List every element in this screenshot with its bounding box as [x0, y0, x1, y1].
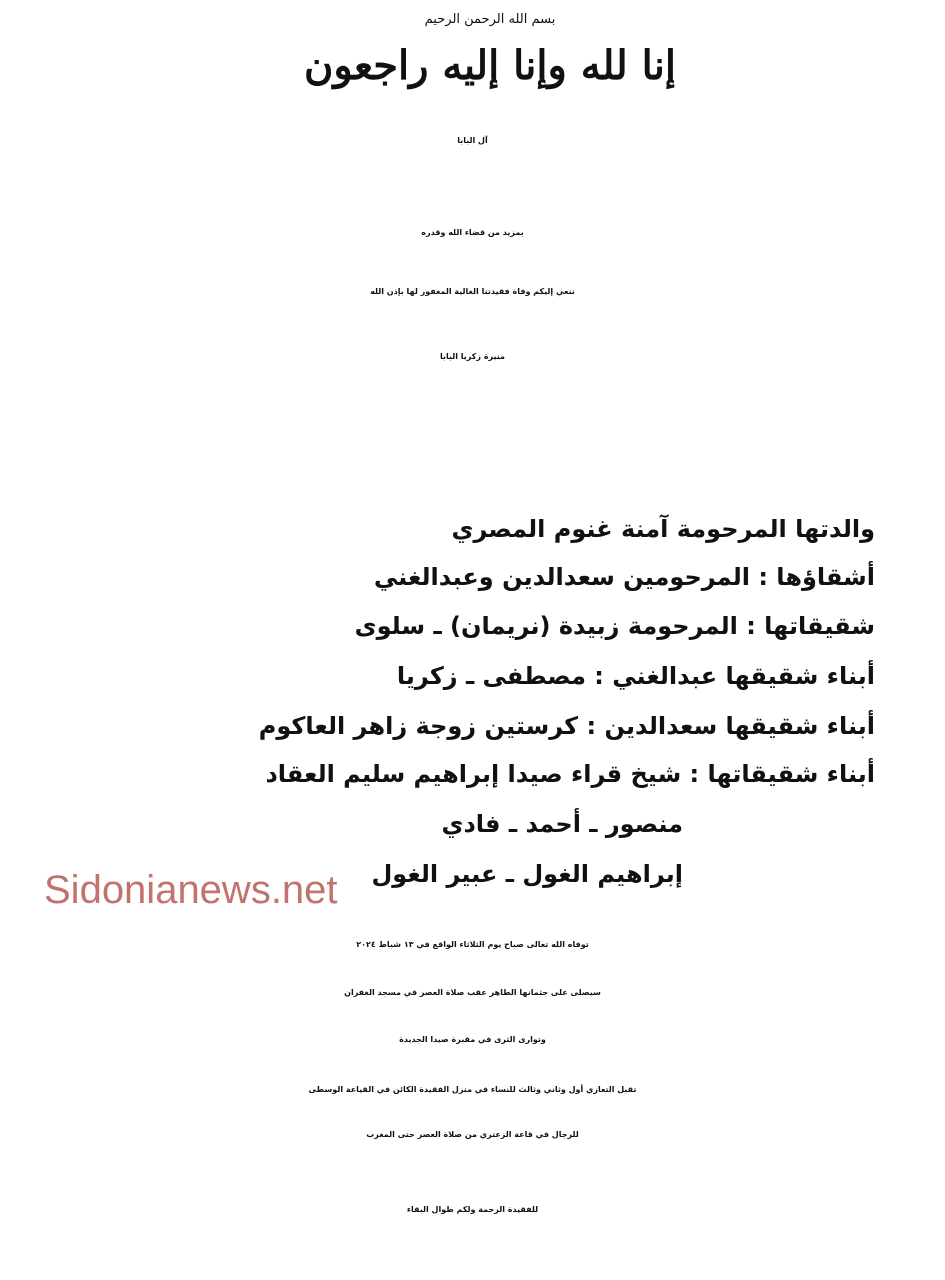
relative-line: إبراهيم الغول ـ عبير الغول: [371, 860, 683, 888]
relative-line: منصور ـ أحمد ـ فادي: [441, 810, 683, 838]
funeral-detail: للرجال في قاعة الزعتري من صلاة العصر حتى المغرب: [366, 1130, 579, 1139]
intro-line-2: ننعي إليكم وفاة فقيدتنا الغالية المغفور لها بإذن الله: [370, 287, 575, 296]
funeral-detail: توفاه الله تعالى صباح يوم الثلاثاء الواقع في ١٣ شباط ٢٠٢٤: [356, 940, 589, 949]
funeral-detail: سيصلى على جثمانها الطاهر عقب صلاة العصر في مسجد الغفران: [344, 988, 601, 997]
basmala: بسم الله الرحمن الرحيم: [424, 12, 556, 27]
funeral-detail: تقبل التعازي أول وثاني وثالث للنساء في منزل الفقيدة الكائن في القياعة الوسطى: [308, 1085, 637, 1094]
intro-line-1: بمزيد من قضاء الله وقدره: [421, 228, 524, 237]
relative-line: شقيقاتها : المرحومة زبيدة (نريمان) ـ سلوى: [354, 612, 875, 640]
relative-line: والدتها المرحومة آمنة غنوم المصري: [451, 515, 875, 543]
quran-verse: إنا لله وإنا إليه راجعون: [303, 42, 677, 89]
deceased-name: منيرة زكريا البابا: [439, 352, 506, 361]
relative-line: أبناء شقيقها سعدالدين : كرستين زوجة زاهر العاكوم: [258, 712, 875, 740]
family-name: آل البابا: [457, 136, 488, 145]
watermark: Sidonianews.net: [44, 868, 338, 912]
relative-line: أبناء شقيقها عبدالغني : مصطفى ـ زكريا: [396, 662, 875, 690]
relative-line: أشقاؤها : المرحومين سعدالدين وعبدالغني: [373, 563, 875, 591]
closing-line: للفقيدة الرحمة ولكم طوال البقاء: [406, 1205, 539, 1214]
funeral-detail: وتوارى الثرى في مقبرة صيدا الجديدة: [399, 1035, 546, 1044]
relative-line: أبناء شقيقاتها : شيخ قراء صيدا إبراهيم سليم العقاد: [265, 760, 875, 788]
